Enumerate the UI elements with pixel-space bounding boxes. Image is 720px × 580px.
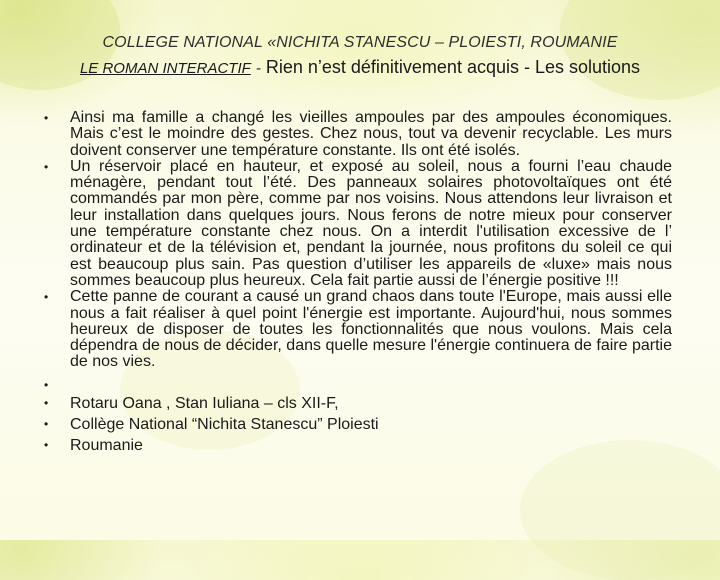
signature-country xyxy=(44,435,672,456)
authors-text: Rotaru Oana , Stan Iuliana – cls XII-F, xyxy=(70,394,339,412)
bullet-marker: • xyxy=(44,416,49,431)
bullet-marker: • xyxy=(44,159,49,174)
signature-authors xyxy=(44,393,672,414)
school-text: Collège National “Nichita Stanescu” Ploiesti xyxy=(70,415,379,433)
empty-list-item xyxy=(44,377,672,393)
slide-subtitle: Rien n’est définitivement acquis - Les solutions xyxy=(265,57,641,77)
title-separator: - xyxy=(255,60,261,77)
slide-title xyxy=(40,55,680,81)
slide-header xyxy=(40,33,680,81)
bullet-marker: • xyxy=(44,290,49,305)
signature-school xyxy=(44,414,672,435)
list-item xyxy=(44,110,672,159)
college-title: COLLEGE NATIONAL «NICHITA STANESCU – PLOIESTI, ROUMANIE xyxy=(102,34,618,51)
background-decoration xyxy=(520,440,720,580)
bullet-marker: • xyxy=(44,437,49,452)
bullet-list xyxy=(44,110,672,456)
paragraph-text: Cette panne de courant a causé un grand chaos dans toute l'Europe, mais aussi elle nous a fait réaliser à quel point l'énergie est importante. Aujourd'hui, nous sommes heureux de disposer de toutes les fonctionnalités que nous voulons. Mais cela dépendra de nous de décider, dans quelle mesure l'énergie continuera de faire partie de nos vies. xyxy=(70,288,672,371)
list-item xyxy=(44,159,672,289)
bullet-marker: • xyxy=(44,111,49,125)
country-text: Roumanie xyxy=(70,436,143,454)
paragraph-text: Ainsi ma famille a changé les vieilles ampoules par des ampoules économiques. Mais c’est le moindre des gestes. Chez nous, tout va devenir recyclable. Les murs doivent conserver une température constante. Ils ont été isolés. xyxy=(70,109,672,159)
paragraph-text: Un réservoir placé en hauteur, et exposé au soleil, nous a fourni l’eau chaude ménagère, pendant tout l’été. Des panneaux solaires photovoltaïques ont été commandés par mon père, comme par nos voisins. Nous attendons leur livraison et leur installation dans quelques jours. Nous ferons de notre mieux pour conserver une température constante chez nous. On a interdit l'utilisation excessive de l’ ordinateur et de la télévision et, pendant la journée, nous profitons du soleil ce qui est beaucoup plus sain. Pas question d’utiliser les appareils de «luxe» mais nous sommes beaucoup plus heureux. Cela fait partie aussi de l’énergie positive !!! xyxy=(70,157,672,289)
bullet-marker: • xyxy=(44,377,49,392)
bullet-marker: • xyxy=(44,395,49,410)
project-name: LE ROMAN INTERACTIF xyxy=(79,60,251,77)
list-item xyxy=(44,289,672,370)
